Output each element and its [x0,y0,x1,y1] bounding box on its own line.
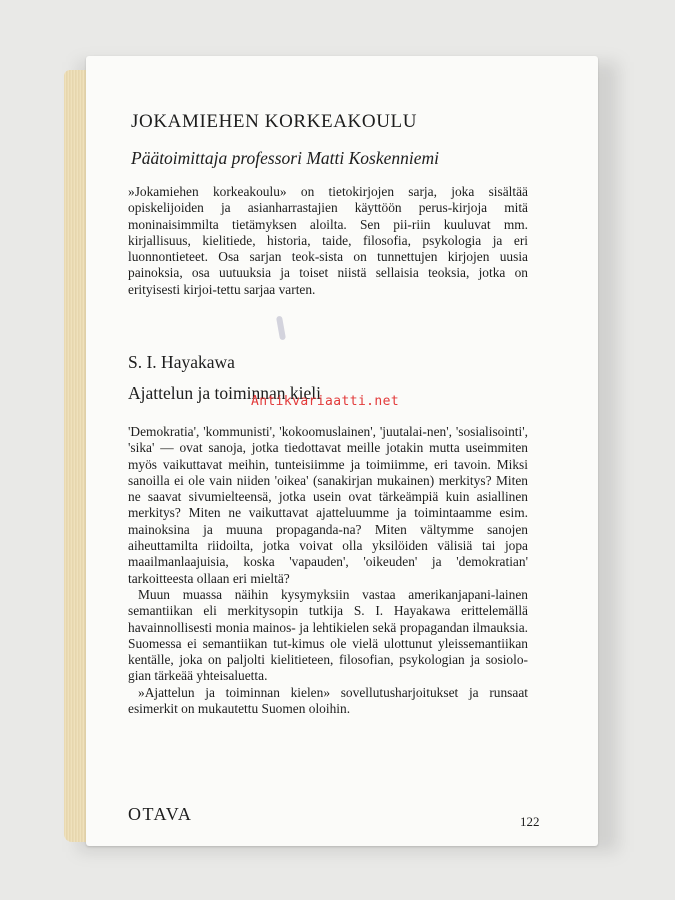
author-name: S. I. Hayakawa [128,352,235,372]
series-number: 122 [520,814,540,829]
blurb-paragraph: Muun muassa näihin kysymyksiin vastaa amerikanjapani-lainen semantiikan eli merkitysopin tutkija S. I. Hayakawa erittelemällä havainnollisesti monia mainos- ja lehtikielen sekä propagandan ilmauksia. Suomessa ei semantiikan tut-kimus ole vielä ulottunut yleissemantiikan kentälle, joka on paljolti kielitieteen, filosofian, psykologian ja sosiolo-gian tärkeää yhteisaluetta. [128,586,528,684]
editor-line: Päätoimittaja professori Matti Koskenniemi [131,148,440,168]
publisher-name: OTAVA [128,804,193,824]
ink-mark [276,316,286,341]
blurb-text [128,424,528,717]
blurb-paragraph: 'Demokratia', 'kommunisti', 'kokoomuslainen', 'juutalai-nen', 'sosialisointi', 'sika' — ovat sanoja, jotka tiedottavat meille jotakin mutta useimmiten myös vaikuttavat meihin, tunteisiimme ja toimiimme, eri tavoin. Miksi sanoilla ei ole vain niiden 'oikea' (sanakirjan mukainen) merkitys? Miten ne saavat sivumielteensä, jotka usein ovat tärkeämpiä kuin asiallinen merkitys? Miten ne vaikuttavat ajatteluumme ja toimintaamme esim. mainoksina ja muuna propaganda-na? Miten vältymme sanojen aiheuttamilta riidoilta, jotka voivat olla yksilöiden välisiä tai jopa maailmanlaajuisia, koska 'vapauden', 'oikeuden' ja 'demokratian' tarkoitteesta ollaan eri mieltä? [128,424,528,586]
book-title: Ajattelun ja toiminnan kieli [128,383,321,403]
series-description-paragraph: »Jokamiehen korkeakoulu» on tietokirjojen sarja, joka sisältää opiskelijoiden ja asianharrastajien käyttöön perus-kirjoja mitä moninaisimmilta tietämyksen aloilta. Sen pii-riin kuuluvat mm. kirjallisuus, kielitiede, historia, taide, filosofia, psykologia ja eri luonnontieteet. Osa sarjan teok-sista on tunnettujen kirjojen uusia painoksia, osa uutuuksia ja toiset niistä sellaisia teoksia, jotka on erityisesti kirjoi-tettu sarjaa varten. [128,184,528,297]
book-back-cover [86,56,598,846]
watermark: Antikvariaatti.net [251,394,400,409]
series-description [128,184,528,298]
blurb-paragraph: »Ajattelun ja toiminnan kielen» sovellutusharjoitukset ja runsaat esimerkit on mukautettu Suomen oloihin. [128,684,528,717]
series-title: JOKAMIEHEN KORKEAKOULU [131,111,418,132]
